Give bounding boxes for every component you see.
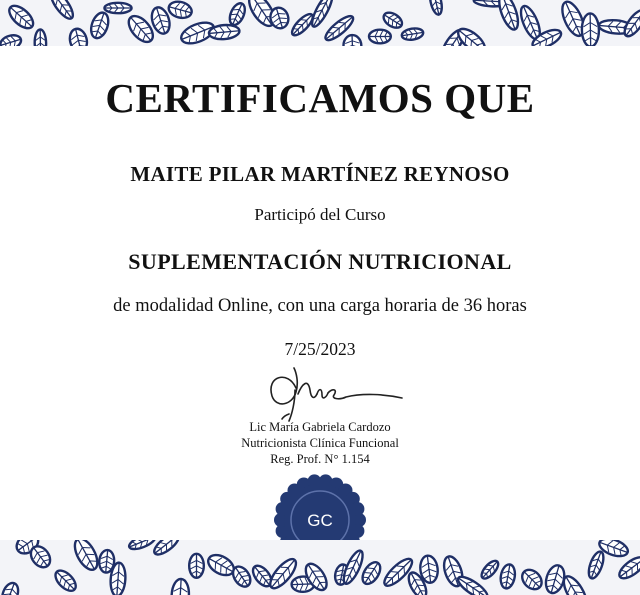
participation-text: Participó del Curso [254,205,386,224]
signer-name: Lic María Gabriela Cardozo [249,420,391,434]
top-leaf-border [0,0,640,46]
course-name: SUPLEMENTACIÓN NUTRICIONAL [128,249,512,274]
signer-registration: Reg. Prof. N° 1.154 [270,452,370,466]
leaf-pattern-icon [0,540,640,595]
signature-icon [262,362,412,422]
certificate-date: 7/25/2023 [284,339,356,359]
recipient-name: MAITE PILAR MARTÍNEZ REYNOSO [130,162,510,186]
bottom-leaf-border [0,540,640,595]
signer-role: Nutricionista Clínica Funcional [241,436,399,450]
leaf-pattern-icon [0,0,640,46]
certificate-title: CERTIFICAMOS QUE [105,75,535,121]
seal-initials: GC [307,511,333,530]
course-modality: de modalidad Online, con una carga horaria de 36 horas [113,296,527,316]
